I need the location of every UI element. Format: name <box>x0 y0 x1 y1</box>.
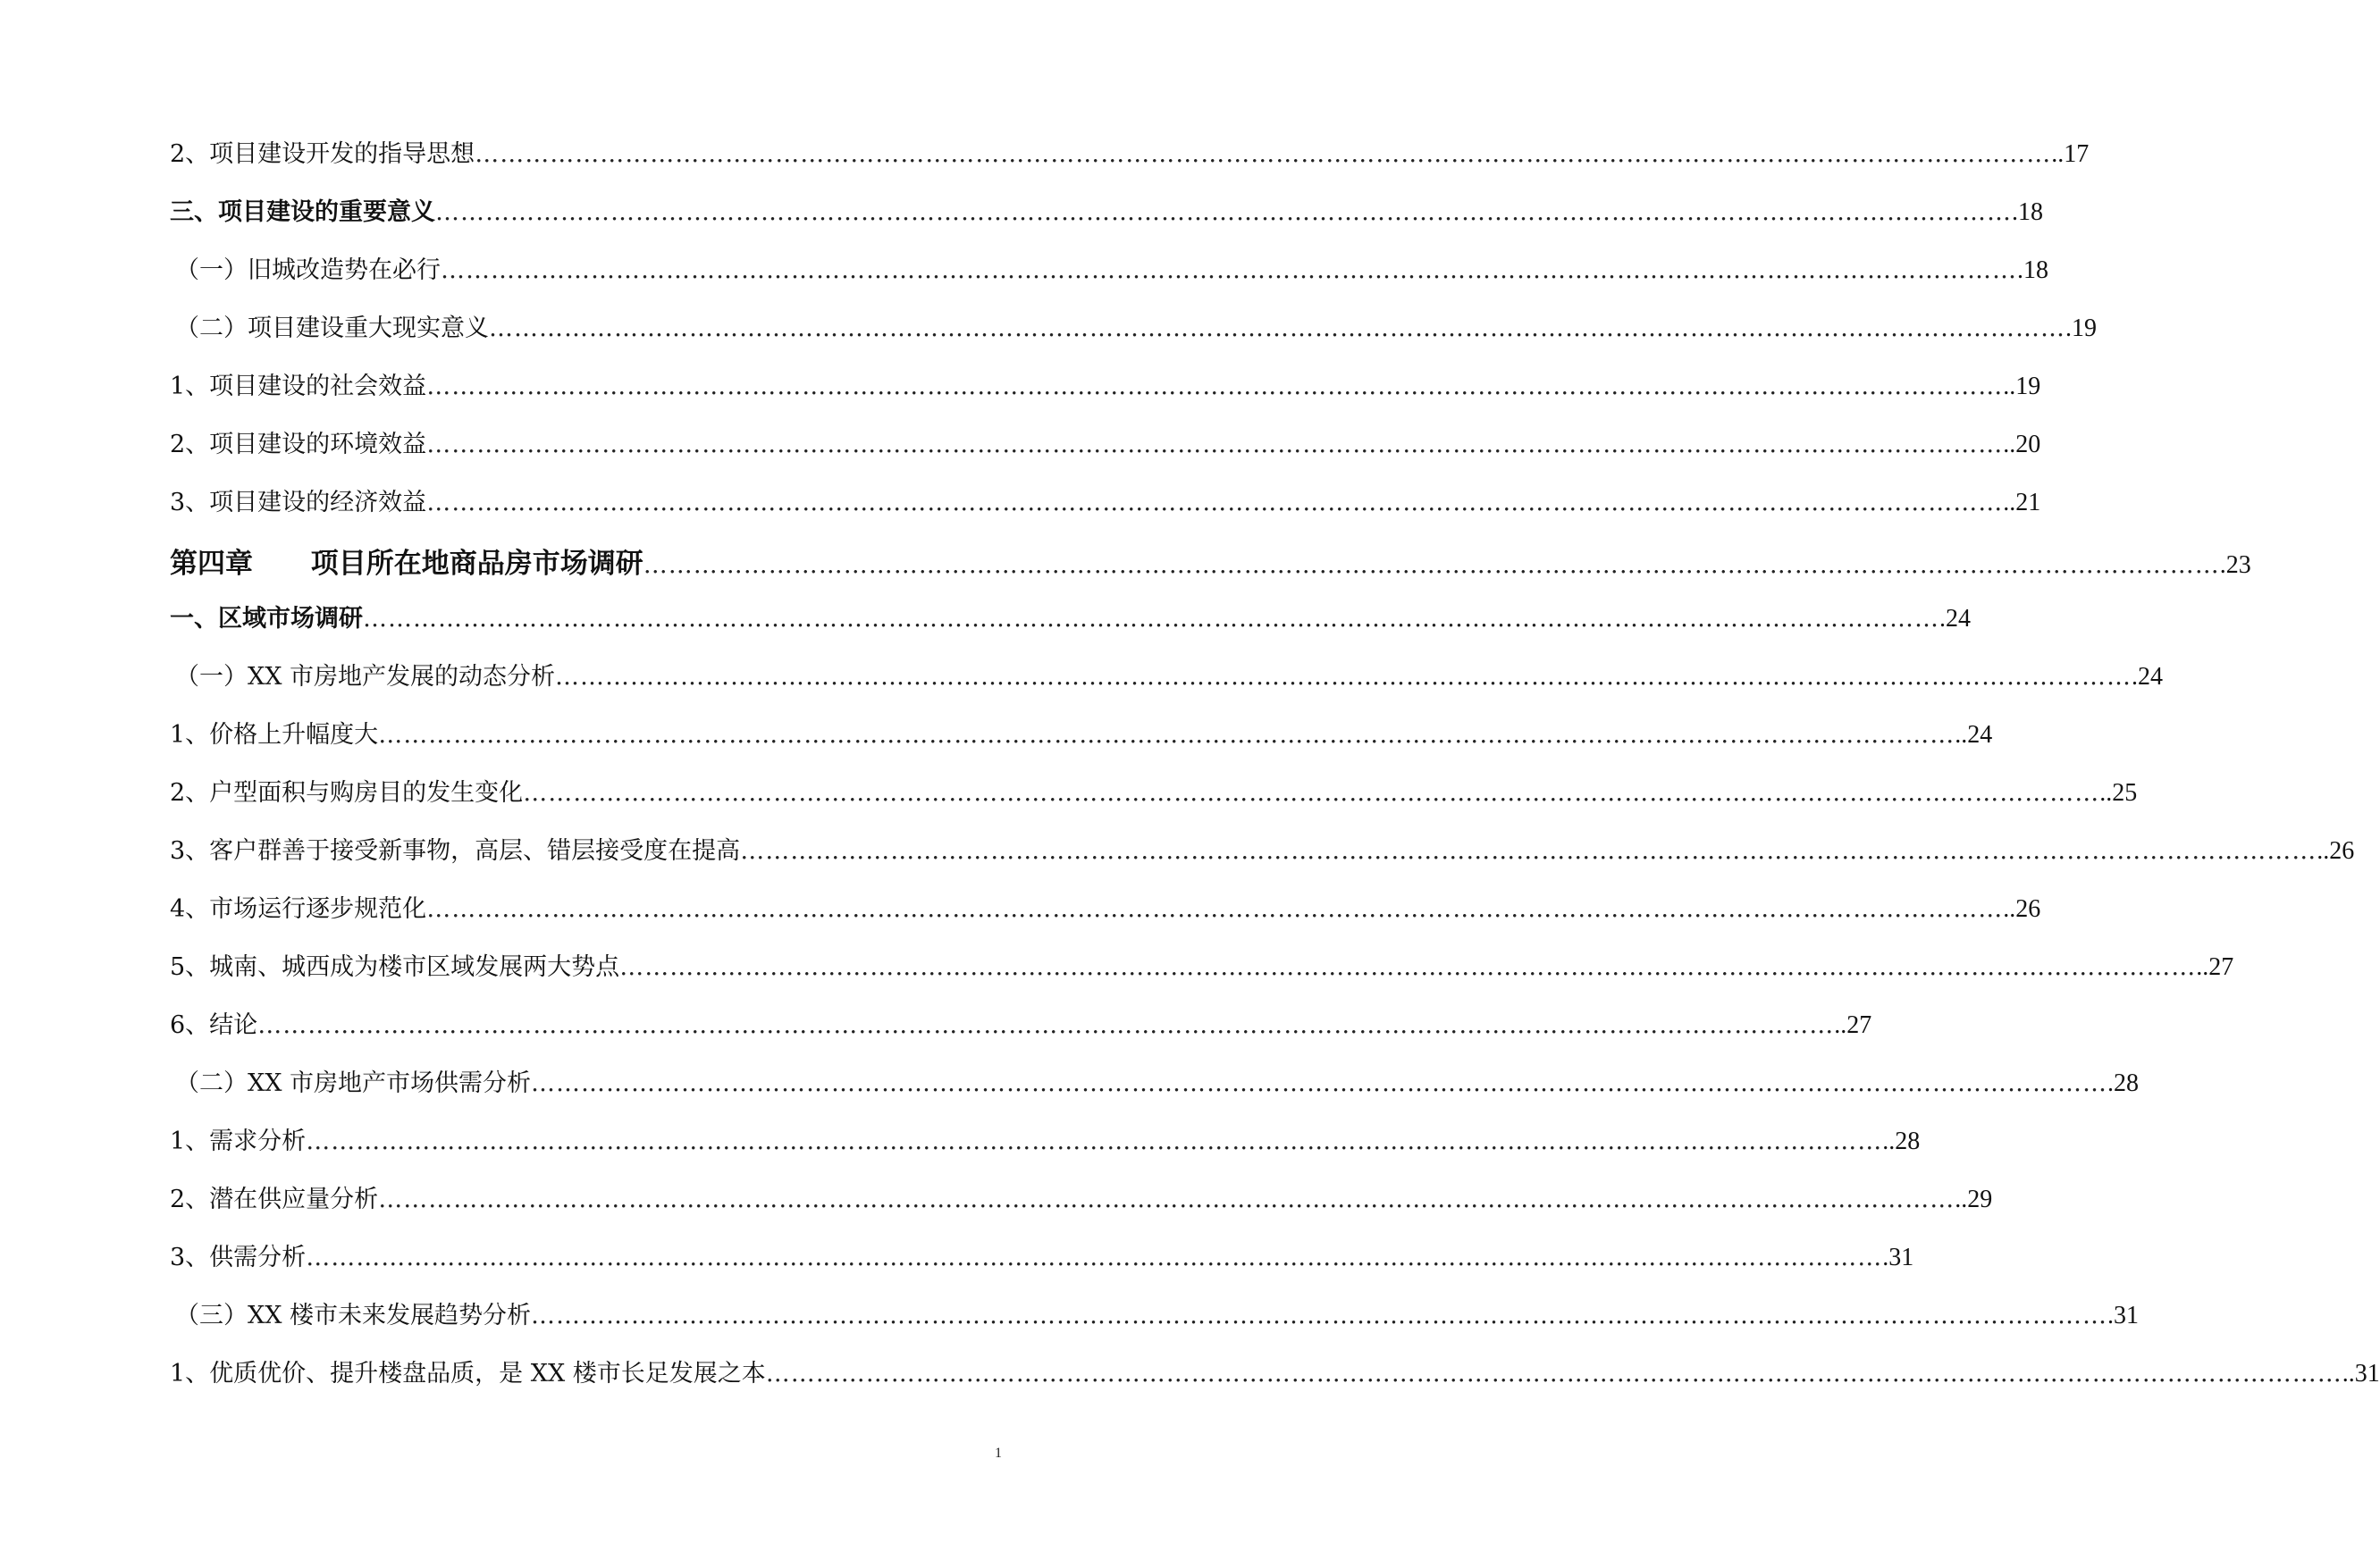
toc-entry-page: .24 <box>1939 605 1971 633</box>
toc-entry-label: 2、户型面积与购房目的发生变化 <box>170 779 524 807</box>
toc-leader-dots: ……………………………………………………………………………………………………………………………………………………………………… <box>555 663 2132 691</box>
toc-leader-dots: ……………………………………………………………………………………………………………………………………………………………………… <box>426 431 2004 458</box>
toc-entry-label: 第四章 项目所在地商品房市场调研 <box>170 548 643 580</box>
toc-entry-label: 3、客户群善于接受新事物，高层、错层接受度在提高 <box>170 837 741 865</box>
toc-entry <box>170 1179 1993 1237</box>
toc-entry <box>170 1121 1921 1179</box>
toc-entry-label: （一）旧城改造势在必行 <box>175 256 441 284</box>
toc-entry-page: .23 <box>2219 551 2251 579</box>
toc-entry-page: ..20 <box>2003 431 2041 458</box>
toc-entry-label: 3、供需分析 <box>170 1244 307 1271</box>
toc-entry <box>170 1295 2140 1354</box>
toc-entry <box>170 1237 1914 1295</box>
toc-leader-dots: ……………………………………………………………………………………………………………………………………………………………………… <box>531 1069 2108 1097</box>
toc-entry-page: ..24 <box>1955 721 1993 749</box>
toc-leader-dots: ……………………………………………………………………………………………………………………………………………………………………… <box>523 779 2100 807</box>
toc-leader-dots: ……………………………………………………………………………………………………………………………………………………………………… <box>363 605 1939 633</box>
toc-leader-dots: ……………………………………………………………………………………………………………………………………………………………………… <box>489 314 2065 342</box>
table-of-contents <box>170 134 2380 1412</box>
page-number: 1 <box>995 1446 1002 1461</box>
toc-leader-dots: ……………………………………………………………………………………………………………………………………………………………………… <box>441 256 2017 284</box>
toc-entry <box>170 1063 2140 1121</box>
toc-entry-label: 1、项目建设的社会效益 <box>170 373 427 400</box>
toc-entry-label: 1、需求分析 <box>170 1128 307 1155</box>
toc-leader-dots: ……………………………………………………………………………………………………………………………………………………………………… <box>378 721 1955 749</box>
toc-entry <box>170 831 2355 889</box>
toc-entry-page: ..28 <box>1882 1128 1921 1155</box>
toc-entry <box>170 715 1993 773</box>
toc-entry-page: .18 <box>2017 256 2048 284</box>
toc-leader-dots: ……………………………………………………………………………………………………………………………………………………………………… <box>426 373 2004 400</box>
toc-leader-dots: ……………………………………………………………………………………………………………………………………………………………………… <box>643 551 2220 579</box>
toc-leader-dots: ……………………………………………………………………………………………………………………………………………………………………… <box>426 489 2004 516</box>
toc-entry-chapter <box>170 541 2251 599</box>
toc-leader-dots: ……………………………………………………………………………………………………………………………………………………………………… <box>435 198 2012 226</box>
toc-entry-label: 3、项目建设的经济效益 <box>170 489 427 516</box>
toc-entry <box>170 134 2090 192</box>
toc-entry-label: 4、市场运行逐步规范化 <box>170 895 427 923</box>
toc-entry-page: ..29 <box>1955 1186 1993 1213</box>
toc-entry-page: ..19 <box>2003 373 2041 400</box>
toc-entry <box>170 250 2048 308</box>
toc-entry-page: ..26 <box>2003 895 2041 923</box>
toc-entry-page: .28 <box>2107 1069 2140 1097</box>
toc-leader-dots: ……………………………………………………………………………………………………………………………………………………………………… <box>426 895 2004 923</box>
toc-entry-page: .31 <box>1882 1244 1914 1271</box>
toc-leader-dots: ……………………………………………………………………………………………………………………………………………………………………… <box>306 1244 1883 1271</box>
toc-entry-label: 2、项目建设开发的指导思想 <box>170 140 475 168</box>
toc-entry-section <box>170 192 2043 250</box>
toc-entry-label: 6、结论 <box>170 1011 258 1039</box>
toc-entry-label: 5、城南、城西成为楼市区域发展两大势点 <box>170 953 620 981</box>
toc-entry <box>170 657 2164 715</box>
toc-entry-page: ..25 <box>2099 779 2138 807</box>
toc-entry-label: （一）XX 市房地产发展的动态分析 <box>175 663 556 691</box>
toc-leader-dots: ……………………………………………………………………………………………………………………………………………………………………… <box>765 1360 2342 1388</box>
toc-entry-label: 一、区域市场调研 <box>170 605 363 633</box>
toc-entry-page: .31 <box>2107 1302 2140 1329</box>
toc-entry-label: 1、优质优价、提升楼盘品质，是 XX 楼市长足发展之本 <box>170 1360 766 1388</box>
toc-entry-page: ..21 <box>2003 489 2041 516</box>
toc-entry-label: 2、潜在供应量分析 <box>170 1186 379 1213</box>
toc-entry-label: 2、项目建设的环境效益 <box>170 431 427 458</box>
toc-entry <box>170 947 2234 1005</box>
toc-entry-label: 1、价格上升幅度大 <box>170 721 379 749</box>
toc-entry-page: .24 <box>2132 663 2164 691</box>
toc-entry-page: .18 <box>2012 198 2043 226</box>
toc-entry <box>170 889 2041 947</box>
toc-entry-page: .19 <box>2065 314 2097 342</box>
toc-entry <box>170 1005 1872 1063</box>
toc-entry-page: ..27 <box>1834 1011 1872 1039</box>
toc-leader-dots: ……………………………………………………………………………………………………………………………………………………………………… <box>475 140 2052 168</box>
toc-entry <box>170 482 2041 541</box>
toc-entry-label: （二）项目建设重大现实意义 <box>175 314 489 342</box>
toc-entry-page: ..17 <box>2051 140 2090 168</box>
toc-entry-page: ..31 <box>2342 1360 2380 1388</box>
toc-entry <box>170 366 2041 424</box>
toc-entry <box>170 424 2041 482</box>
toc-leader-dots: ……………………………………………………………………………………………………………………………………………………………………… <box>306 1128 1883 1155</box>
toc-entry-page: ..26 <box>2317 837 2355 865</box>
toc-leader-dots: ……………………………………………………………………………………………………………………………………………………………………… <box>619 953 2197 981</box>
toc-leader-dots: ……………………………………………………………………………………………………………………………………………………………………… <box>378 1186 1955 1213</box>
toc-leader-dots: ……………………………………………………………………………………………………………………………………………………………………… <box>531 1302 2108 1329</box>
toc-entry <box>170 773 2138 831</box>
toc-entry-page: ..27 <box>2196 953 2234 981</box>
toc-entry <box>170 1354 2380 1412</box>
toc-entry-section <box>170 599 1971 657</box>
toc-entry-label: （二）XX 市房地产市场供需分析 <box>175 1069 532 1097</box>
toc-leader-dots: ……………………………………………………………………………………………………………………………………………………………………… <box>740 837 2317 865</box>
toc-entry <box>170 308 2097 366</box>
toc-entry-label: 三、项目建设的重要意义 <box>170 198 435 226</box>
toc-leader-dots: ……………………………………………………………………………………………………………………………………………………………………… <box>257 1011 1835 1039</box>
toc-entry-label: （三）XX 楼市未来发展趋势分析 <box>175 1302 532 1329</box>
